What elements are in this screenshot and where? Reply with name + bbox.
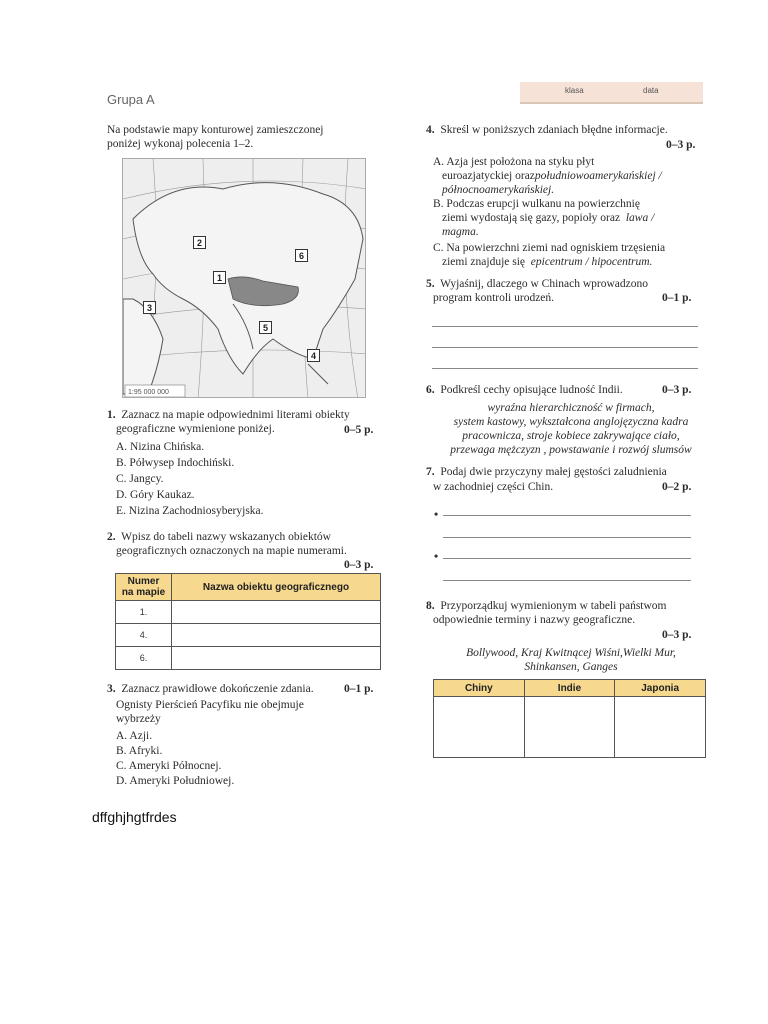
- q6-options-2[interactable]: system kastowy, wykształcona anglojęzyczna kadra: [453, 416, 689, 428]
- q8-points: 0–3 p.: [662, 629, 692, 641]
- intro-line-2: poniżej wykonaj polecenia 1–2.: [107, 138, 254, 150]
- map-marker-3[interactable]: 3: [143, 301, 156, 314]
- q8-answer-japonia[interactable]: [615, 697, 706, 758]
- q4-text-1: Skreśl w poniższych zdaniach błędne informacje.: [440, 124, 668, 136]
- q2-line-1: [107, 530, 331, 544]
- q2-row-number: 6.: [116, 647, 172, 670]
- q7-points: 0–2 p.: [662, 481, 692, 493]
- q4-a-choice-2[interactable]: północnoamerykańskiej.: [442, 184, 555, 196]
- q5-points: 0–1 p.: [662, 292, 692, 304]
- q4-b-choice[interactable]: lawa /: [625, 212, 655, 224]
- q3-text-1: Zaznacz prawidłowe dokończenie zdania.: [121, 683, 314, 695]
- q6-options-1[interactable]: wyraźna hierarchiczność w firmach,: [487, 402, 655, 414]
- q6-number: 6.: [426, 384, 435, 396]
- q2-text-1: Wpisz do tabeli nazwy wskazanych obiektów: [121, 531, 331, 543]
- q8-text-2: odpowiednie terminy i nazwy geograficzne.: [433, 614, 636, 626]
- q2-col-number: Numer na mapie: [116, 574, 172, 601]
- q3-stem-1: Ognisty Pierścień Pacyfiku nie obejmuje: [116, 699, 304, 711]
- map-marker-4[interactable]: 4: [307, 349, 320, 362]
- data-label: data: [643, 86, 659, 95]
- q2-answer-6[interactable]: [172, 647, 381, 670]
- q7-number: 7.: [426, 466, 435, 478]
- q2-number: 2.: [107, 531, 116, 543]
- q8-col-chiny: Chiny: [434, 680, 525, 697]
- map-marker-1[interactable]: 1: [213, 271, 226, 284]
- q3-option-b[interactable]: B. Afryki.: [116, 745, 163, 757]
- class-date-strip: [520, 82, 703, 104]
- q7-answer-line-3[interactable]: [443, 558, 691, 559]
- q4-points: 0–3 p.: [666, 139, 696, 151]
- q4-b-choice-2[interactable]: magma.: [442, 226, 479, 238]
- q8-number: 8.: [426, 600, 435, 612]
- q7-answer-line-2[interactable]: [443, 537, 691, 538]
- q2-answer-1[interactable]: [172, 601, 381, 624]
- q1-points: 0–5 p.: [344, 424, 374, 436]
- q6-points: 0–3 p.: [662, 384, 692, 396]
- q6-text-1: Podkreśl cechy opisujące ludność Indii.: [440, 384, 623, 396]
- q6-options-3[interactable]: pracownicza, stroje kobiece zakrywające ciało,: [462, 430, 680, 442]
- group-title: Grupa A: [107, 92, 155, 107]
- q8-answer-chiny[interactable]: [434, 697, 525, 758]
- q2-row-number: 4.: [116, 624, 172, 647]
- map-graphic: [123, 159, 366, 398]
- q2-table: [115, 573, 381, 670]
- q2-row-number: 1.: [116, 601, 172, 624]
- q5-line-1: [426, 277, 648, 291]
- map-marker-5[interactable]: 5: [259, 321, 272, 334]
- map-marker-2[interactable]: 2: [193, 236, 206, 249]
- q7-text-2: w zachodniej części Chin.: [433, 481, 554, 493]
- q3-number: 3.: [107, 683, 116, 695]
- q4-a-2: euroazjatyckiej orazpołudniowoamerykańskiej /: [442, 170, 662, 182]
- q5-text-1: Wyjaśnij, dlaczego w Chinach wprowadzono: [440, 278, 649, 290]
- q4-c-1: C. Na powierzchni ziemi nad ogniskiem trzęsienia: [433, 242, 666, 254]
- q2-answer-4[interactable]: [172, 624, 381, 647]
- q5-number: 5.: [426, 278, 435, 290]
- q7-line-1: [426, 465, 667, 479]
- q4-c-2: ziemi znajduje się epicentrum / hipocentrum.: [442, 256, 653, 268]
- q5-answer-line-2[interactable]: [432, 347, 698, 348]
- q7-answer-line-4[interactable]: [443, 580, 691, 581]
- q4-b-2: ziemi wydostają się gazy, popioły oraz lawa /: [442, 212, 655, 224]
- q1-option-c[interactable]: C. Jangcy.: [116, 473, 164, 485]
- q3-stem-2: wybrzeży: [116, 713, 161, 725]
- q1-number: 1.: [107, 409, 116, 421]
- q4-a-1: A. Azja jest położona na styku płyt: [433, 156, 595, 168]
- q2-col-name: Nazwa obiektu geograficznego: [172, 574, 381, 601]
- q8-text-1: Przyporządkuj wymienionym w tabeli państwom: [440, 600, 667, 612]
- q6-line-1: [426, 383, 623, 397]
- q1-text-2: geograficzne wymienione poniżej.: [116, 423, 275, 435]
- q8-col-indie: Indie: [524, 680, 615, 697]
- q4-number: 4.: [426, 124, 435, 136]
- intro-line-1: Na podstawie mapy konturowej zamieszczonej: [107, 124, 324, 136]
- q4-c-choice[interactable]: epicentrum / hipocentrum.: [530, 256, 653, 268]
- q5-answer-line-3[interactable]: [432, 368, 698, 369]
- q5-answer-line-1[interactable]: [432, 326, 698, 327]
- q8-table: [433, 679, 706, 758]
- q4-b-1: B. Podczas erupcji wulkanu na powierzchnię: [433, 198, 640, 210]
- q3-option-d[interactable]: D. Ameryki Południowej.: [116, 775, 235, 787]
- q1-option-e[interactable]: E. Nizina Zachodniosyberyjska.: [116, 505, 264, 517]
- contour-map: [122, 158, 366, 398]
- q8-terms-1: Bollywood, Kraj Kwitnącej Wiśni,Wielki Mur,: [466, 647, 676, 659]
- q7-text-1: Podaj dwie przyczyny małej gęstości zaludnienia: [440, 466, 667, 478]
- q1-text-1: Zaznacz na mapie odpowiednimi literami obiekty: [121, 409, 350, 421]
- q1-option-d[interactable]: D. Góry Kaukaz.: [116, 489, 195, 501]
- q4-a-choice[interactable]: południowoamerykańskiej /: [534, 170, 662, 182]
- q2-points: 0–3 p.: [344, 559, 374, 571]
- q1-option-a[interactable]: A. Nizina Chińska.: [116, 441, 205, 453]
- q6-options-4[interactable]: przewaga mężczyzn , powstawanie i rozwój slumsów: [450, 444, 692, 456]
- q8-answer-indie[interactable]: [524, 697, 615, 758]
- q1-option-b[interactable]: B. Półwysep Indochiński.: [116, 457, 235, 469]
- q8-terms-2: Shinkansen, Ganges: [524, 661, 618, 673]
- map-marker-6[interactable]: 6: [295, 249, 308, 262]
- q7-bullet-1: •: [434, 507, 439, 521]
- q4-line-1: [426, 123, 668, 137]
- q3-option-c[interactable]: C. Ameryki Północnej.: [116, 760, 222, 772]
- q7-bullet-2: •: [434, 549, 439, 563]
- q3-points: 0–1 p.: [344, 683, 374, 695]
- q5-text-2: program kontroli urodzeń.: [433, 292, 555, 304]
- klasa-label: klasa: [565, 86, 584, 95]
- q8-col-japonia: Japonia: [615, 680, 706, 697]
- q2-text-2: geograficznych oznaczonych na mapie numerami.: [116, 545, 347, 557]
- q3-option-a[interactable]: A. Azji.: [116, 730, 153, 742]
- map-scale: 1:95 000 000: [128, 389, 169, 396]
- q7-answer-line-1[interactable]: [443, 515, 691, 516]
- q3-line-1: [107, 682, 314, 696]
- footer-text: dffghjhgtfrdes: [92, 809, 177, 825]
- q8-line-1: [426, 599, 667, 613]
- q1-line-1: [107, 408, 350, 422]
